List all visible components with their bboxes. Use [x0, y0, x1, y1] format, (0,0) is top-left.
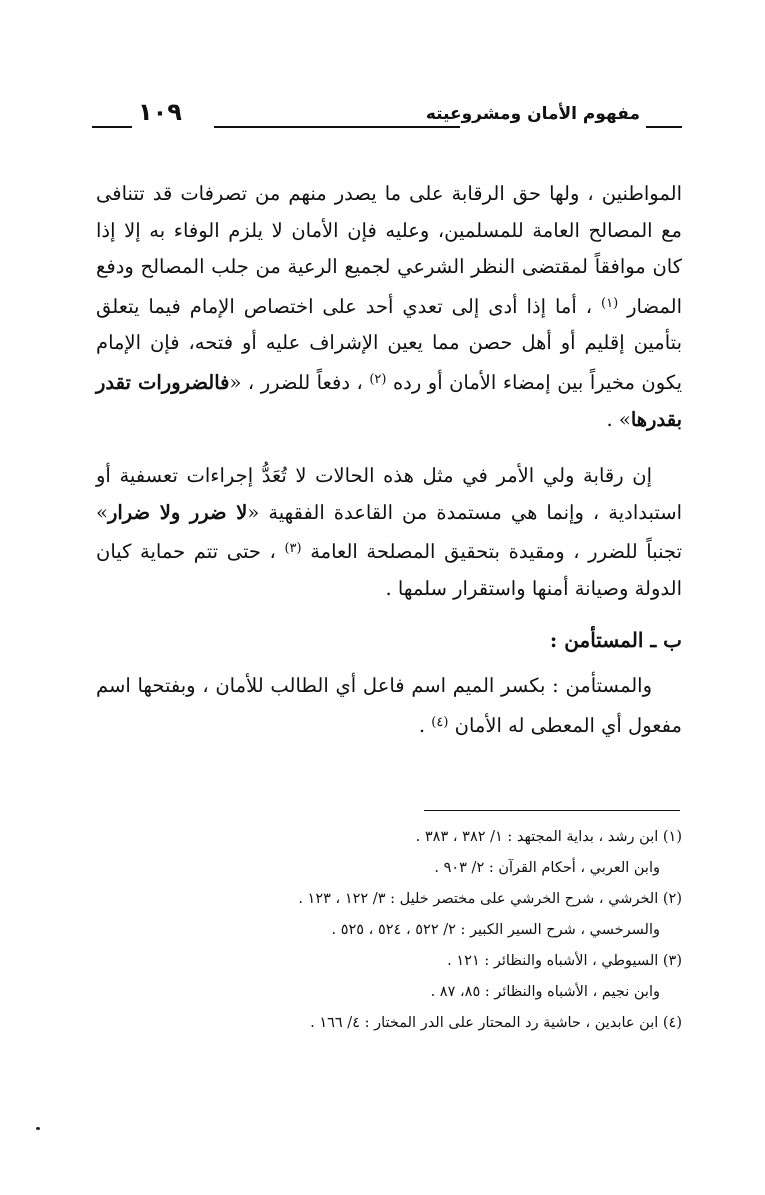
- header-title: مفهوم الأمان ومشروعيته: [425, 104, 640, 124]
- paragraph-1-text-a: المواطنين ، ولها حق الرقابة على ما يصدر منهم من تصرفات قد تتنافى مع المصالح العامة للمسلمين، وعليه فإن الأمان لا يلزم الوفاء به إلا إذا كان موافقاً لمقتضى النظر الشرعي لجميع الرعية من جلب المصالح ودفع المضار: [96, 182, 682, 318]
- footnotes: [150, 822, 682, 1039]
- header-rule-left: [92, 126, 132, 128]
- paragraph-1-text-b: ، أما إذا أدى إلى تعدي أحد على اختصاص الإمام فيما يتعلق بتأمين إقليم أو أهل حصن مما يعين الإشراف عليه أو فتحه، فإن الإمام يكون مخيراً بين إمضاء الأمان أو رده: [96, 294, 683, 394]
- paragraph-3-text-a: والمستأمن : بكسر الميم اسم فاعل أي الطالب للأمان ، وبفتحها اسم مفعول أي المعطى له الأمان: [96, 674, 682, 737]
- footnote-4: (٤) ابن عابدين ، حاشية رد المحتار على الدر المختار : ٤/ ١٦٦ .: [310, 1015, 682, 1031]
- header-rule-right: [646, 126, 682, 128]
- paragraph-2-text-a: إن رقابة ولي الأمر في مثل هذه الحالات لا تُعَدُّ إجراءات تعسفية أو استبدادية ، وإنما هي مستمدة من القاعدة الفقهية «: [96, 464, 682, 524]
- maxim-no-harm: لا ضرر ولا ضرار: [107, 500, 248, 524]
- footnote-2: (٢) الخرشي ، شرح الخرشي على مختصر خليل : ٣/ ١٢٢ ، ١٢٣ .: [298, 891, 682, 907]
- header-rule-middle: [214, 126, 460, 128]
- scan-speck: [36, 1127, 40, 1130]
- footnote-3: (٣) السيوطي ، الأشباه والنظائر : ١٢١ .: [447, 953, 682, 969]
- footnote-ref-1: (١): [601, 295, 619, 311]
- running-header: [92, 98, 682, 144]
- paragraph-1-text-c: ، دفعاً للضرر ، «: [229, 370, 363, 394]
- footnote-3-continuation: وابن نجيم ، الأشباه والنظائر : ٨٥، ٨٧ .: [430, 984, 660, 1000]
- page-number: ١٠٩: [138, 98, 182, 126]
- footnote-separator: [424, 810, 680, 811]
- paragraph-2: [96, 458, 682, 607]
- footnote-1: (١) ابن رشد ، بداية المجتهد : ١/ ٣٨٢ ، ٣٨٣ .: [415, 829, 682, 845]
- footnote-ref-4: (٤): [431, 714, 449, 730]
- maxim-necessity: فالضرورات تقدر بقدرها: [96, 370, 682, 431]
- paragraph-3-text-b: .: [418, 713, 426, 737]
- paragraph-1-text-d: » .: [606, 407, 631, 431]
- footnote-ref-2: (٢): [369, 371, 387, 387]
- paragraph-3: [96, 668, 682, 744]
- paragraph-1: [96, 176, 682, 438]
- footnote-2-continuation: والسرخسي ، شرح السير الكبير : ٢/ ٥٢٢ ، ٥٢٤ ، ٥٢٥ .: [331, 922, 660, 938]
- paragraph-2-text-b: » تجنباً للضرر ، ومقيدة بتحقيق المصلحة العامة: [96, 500, 683, 564]
- section-heading: ب ـ المستأمن :: [549, 627, 682, 652]
- paragraph-2-text-c: ، حتى تتم حماية كيان الدولة وصيانة أمنها واستقرار سلمها .: [96, 540, 682, 600]
- footnote-1-continuation: وابن العربي ، أحكام القرآن : ٢/ ٩٠٣ .: [434, 860, 660, 876]
- body-text: [96, 176, 682, 744]
- footnote-ref-3: (٣): [284, 541, 302, 557]
